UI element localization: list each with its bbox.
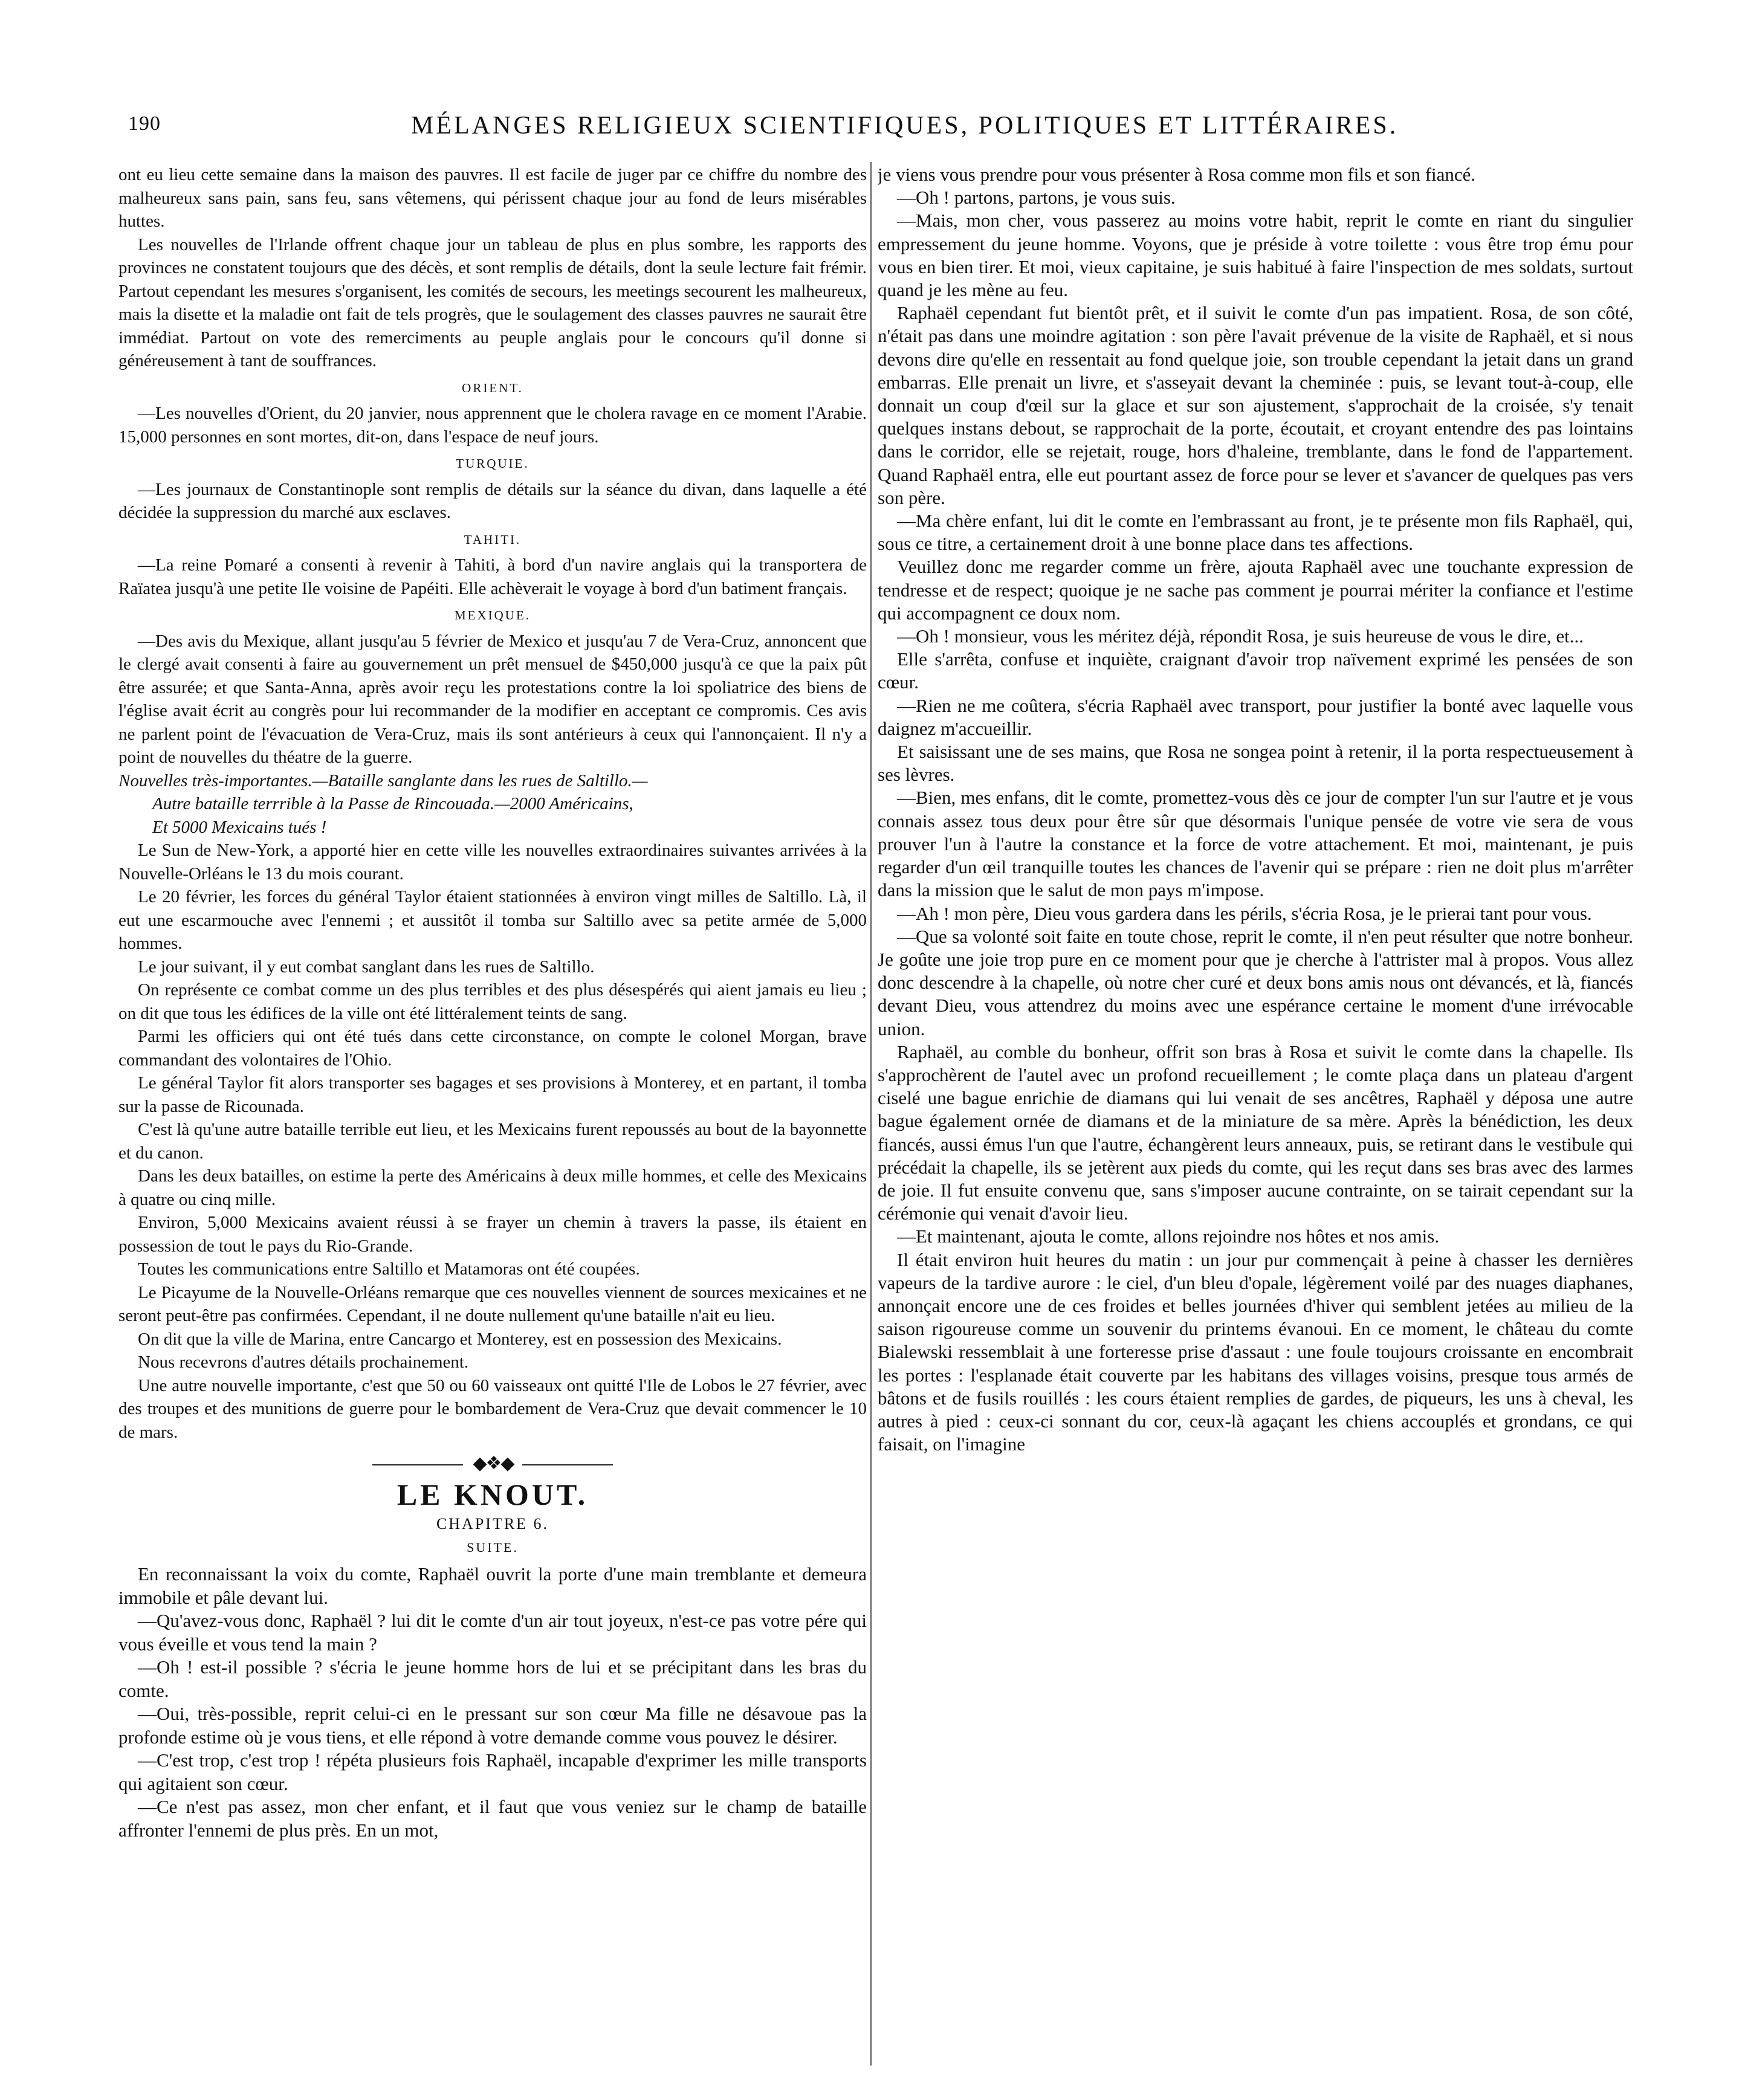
report-paragraph: C'est là qu'une autre bataille terrible eut lieu, et les Mexicains furent repoussés au bout de la bayonnette et du canon. (118, 1120, 867, 1163)
story-paragraph: —Et maintenant, ajouta le comte, allons rejoindre nos hôtes et nos amis. (897, 1226, 1440, 1247)
news-paragraph: ont eu lieu cette semaine dans la maison des pauvres. Il est facile de juger par ce chiffre du nombre des malheureux sans pain, sans feu, sans vêtemens, qui périssent chaque jour au fond de leurs misérables huttes. (118, 165, 867, 231)
story-paragraph: —Ah ! mon père, Dieu vous gardera dans les périls, s'écria Rosa, je le prierai tant pour vous. (897, 902, 1592, 924)
section-heading: TURQUIE. (456, 456, 529, 471)
report-paragraph: Le jour suivant, il y eut combat sanglant dans les rues de Saltillo. (138, 957, 595, 977)
story-paragraph: En reconnaissant la voix du comte, Raphaël ouvrit la porte d'une main tremblante et demeura immobile et pâle devant lui. (118, 1563, 867, 1608)
report-paragraph: On représente ce combat comme un des plus terribles et des plus désespérés qui aient jamais eu lieu ; on dit que tous les édifices de la ville ont été littéralement teints de sang. (118, 980, 867, 1023)
news-paragraph: —Des avis du Mexique, allant jusqu'au 5 février de Mexico et jusqu'au 7 de Vera-Cruz, annoncent que le clergé avait consenti à faire au gouvernement un prêt mensuel de $450,000 jusqu'à ce que la paix pût être assurée; et que Santa-Anna, après avoir reçu les protestations contre la loi spoliatrice des biens de l'église avait écrit au congrès pour lui recommander de la modifier en acceptant ce compromis. Ces avis ne parlent point de l'évacuation de Vera-Cruz, mais ils sont antérieurs à ceux qui l'annonçaient. Il n'y a point de nouvelles du théatre de la guerre. (118, 631, 867, 767)
report-paragraph: Environ, 5,000 Mexicains avaient réussi à se frayer un chemin à travers la passe, ils étaient en possession de tout le pays du Rio-Grande. (118, 1213, 867, 1256)
page-number: 190 (128, 112, 161, 135)
story-paragraph: —Que sa volonté soit faite en toute chose, reprit le comte, il n'en peut résulter que notre bonheur. Je goûte une joie trop pure en ce moment pour que je cherche à l'attrister mal à propos. Vous allez donc descendre à la chapelle, où notre cher curé et deux bons amis nous ont dévancés, et là, fiancés devant Dieu, vous attendrez du moins avec une espérance certaine le moment d'une irrévocable union. (878, 925, 1633, 1039)
story-paragraph: —Ce n'est pas assez, mon cher enfant, et il faut que vous veniez sur le champ de bataille affronter l'ennemi de plus près. En un mot, (118, 1796, 867, 1841)
news-paragraph: —La reine Pomaré a consenti à revenir à Tahiti, à bord d'un navire anglais qui la transportera de Raïatea jusqu'à une petite Ile voisine de Papéiti. Elle achèverait le voyage à bord d'un batiment français. (118, 555, 867, 598)
report-paragraph: Nous recevrons d'autres détails prochainement. (138, 1352, 469, 1372)
story-left (118, 1563, 867, 1842)
ornament-rule (522, 1464, 613, 1465)
section-heading: TAHITI. (464, 532, 522, 547)
running-title: MÉLANGES RELIGIEUX SCIENTIFIQUES, POLITIQUES ET LITTÉRAIRES. (411, 112, 1399, 140)
news-paragraph: —Les journaux de Constantinople sont remplis de détails sur la séance du divan, dans laquelle a été décidée la suppression du marché aux esclaves. (118, 479, 867, 522)
report-paragraph: Une autre nouvelle importante, c'est que 50 ou 60 vaisseaux ont quitté l'Ile de Lobos le 27 février, avec des troupes et des munitions de guerre pour le bombardement de Vera-Cruz que devait commencer le 10 de mars. (118, 1375, 867, 1442)
right-column (878, 163, 1633, 2067)
report-paragraph: Le Sun de New-York, a apporté hier en cette ville les nouvelles extraordinaires suivantes arrivées à la Nouvelle-Orléans le 13 du mois courant. (118, 841, 867, 884)
report-paragraph: Le général Taylor fit alors transporter ses bagages et ses provisions à Monterey, et en partant, il tomba sur la passe de Ricounada. (118, 1073, 867, 1116)
report-paragraph: Toutes les communications entre Saltillo et Matamoras ont été coupées. (138, 1259, 640, 1279)
report-paragraph: Le 20 février, les forces du général Taylor étaient stationnées à environ vingt milles de Saltillo. Là, il eut une escarmouche avec l'ennemi ; et aussitôt il tomba sur Saltillo avec sa petite armée de 5,000 hommes. (118, 887, 867, 953)
news-paragraph: Les nouvelles de l'Irlande offrent chaque jour un tableau de plus en plus sombre, les rapports des provinces ne constatent toujours que des décès, et sont remplis de détails, dont la seule lecture fait frémir. Partout cependant les mesures s'organisent, les comités de secours, les meetings secourent les malheureux, mais la disette et la maladie ont fait de tels progrès, que le soulagement des classes pauvres ne saurait être immédiat. Partout on vote des remerciments au peuple anglais pour le concours qu'il donne si généreusement à tant de souffrances. (118, 234, 867, 370)
story-paragraph: —Rien ne me coûtera, s'écria Raphaël avec transport, pour justifier la bonté avec laquelle vous daignez m'accueillir. (878, 694, 1633, 739)
left-column (118, 163, 867, 2067)
report-paragraph: On dit que la ville de Marina, entre Cancargo et Monterey, est en possession des Mexicains. (138, 1329, 782, 1349)
story-paragraph: —Oh ! monsieur, vous les méritez déjà, répondit Rosa, je suis heureuse de vous le dire, et... (897, 625, 1584, 647)
report-paragraph: Le Picayume de la Nouvelle-Orléans remarque que ces nouvelles viennent de sources mexicaines et ne seront peut-être pas confirmées. Cependant, il ne doute nullement qu'une bataille n'ait eu lieu. (118, 1282, 867, 1325)
story-paragraph: —Oh ! est-il possible ? s'écria le jeune homme hors de lui et se précipitant dans les bras du comte. (118, 1656, 867, 1701)
story-paragraph: Veuillez donc me regarder comme un frère, ajouta Raphaël avec une touchante expression de tendresse et de respect; quoique je ne sache pas comment je pourrai mériter la confiance et l'estime qui accompagnent ce doux nom. (878, 556, 1633, 624)
story-paragraph: —Oh ! partons, partons, je vous suis. (897, 187, 1176, 208)
story-paragraph: —Oui, très-possible, reprit celui-ci en le pressant sur son cœur Ma fille ne désavoue pas la profonde estime où je vous tiens, et elle répond à votre demande comme vous pouvez le désirer. (118, 1703, 867, 1748)
section-heading: MEXIQUE. (454, 608, 531, 622)
report-paragraph: Parmi les officiers qui ont été tués dans cette circonstance, on compte le colonel Morgan, brave commandant des volontaires de l'Ohio. (118, 1027, 867, 1070)
story-paragraph: je viens vous prendre pour vous présenter à Rosa comme mon fils et son fiancé. (878, 164, 1476, 185)
bulletin-headline (118, 769, 867, 839)
bulletin-line: Autre bataille terrrible à la Passe de Rincouada.—2000 Américains, (152, 794, 633, 813)
story-paragraph: Et saisissant une de ses mains, que Rosa ne songea point à retenir, il la porta respectueusement à ses lèvres. (878, 741, 1633, 786)
story-paragraph: —Bien, mes enfans, dit le comte, promettez-vous dès ce jour de compter l'un sur l'autre et je vous connais assez tous deux pour être sûr que désormais l'unique pensée de votre vie sera de vous prouver l'un à l'autre la constance et la force de votre attachement. Et moi, maintenant, je puis regarder d'un œil tranquille toutes les chances de l'avenir qui se prépare : rien ne doit plus m'arrêter dans la mission que le salut de mon pays m'impose. (878, 787, 1633, 901)
story-paragraph: —Mais, mon cher, vous passerez au moins votre habit, reprit le comte en riant du singulier empressement du jeune homme. Voyons, que je préside à votre toilette : vous être trop ému pour vous en bien tirer. Et moi, vieux capitaine, je suis habitué à faire l'inspection de mes soldats, surtout quand je les mène au feu. (878, 210, 1633, 301)
bulletin-line: Nouvelles très-importantes.—Bataille sanglante dans les rues de Saltillo.— (118, 771, 648, 790)
story-title: LE KNOUT. (397, 1478, 589, 1511)
ornament-rule (372, 1464, 463, 1465)
news-paragraph: —Les nouvelles d'Orient, du 20 janvier, nous apprennent que le cholera ravage en ce moment l'Arabie. 15,000 personnes en sont mortes, dit-on, dans l'espace de neuf jours. (118, 404, 867, 447)
story-paragraph: Il était environ huit heures du matin : un jour pur commençait à peine à chasser les dernières vapeurs de la tardive aurore : le ciel, d'un bleu d'opale, légèrement voilé par des nuages diaphanes, annonçait encore une de ces froides et belles journées d'hiver qui semblent jetées au milieu de la saison rigoureuse comme un souvenir du printems évanoui. En ce moment, le château du comte Bialewski ressemblait à une forteresse prise d'assaut : une foule toujours croissante en encombrait les portes : l'esplanade était couverte par les habitans des villages voisins, presque tous armés de bâtons et de fusils rouillés : les cours étaient remplies de gardes, de piqueurs, les uns à cheval, les autres à pied : ceux-ci sonnant du cor, ceux-là agaçant les chiens accouplés et grondans, ce qui faisait, on l'imagine (878, 1249, 1633, 1455)
report-paragraph: Dans les deux batailles, on estime la perte des Américains à deux mille hommes, et celle des Mexicains à quatre ou cinq mille. (118, 1166, 867, 1209)
ornament-divider (118, 1453, 867, 1474)
section-heading: ORIENT. (462, 380, 523, 395)
story-paragraph: —C'est trop, c'est trop ! répéta plusieurs fois Raphaël, incapable d'exprimer les mille transports qui agitaient son cœur. (118, 1749, 867, 1794)
column-divider (870, 162, 872, 2066)
story-suite: SUITE. (467, 1539, 519, 1555)
ornament-icon: ◆❖◆ (473, 1453, 514, 1473)
story-paragraph: Raphaël, au comble du bonheur, offrit son bras à Rosa et suivit le comte dans la chapelle. Ils s'approchèrent de l'autel avec un profond recueillement ; le comte plaça dans un plateau d'argent ciselé une bague enrichie de diamans qui lui venait de ses ancêtres, Raphaël y déposa une autre bague également ornée de diamans et de la miniature de sa mère. Après la bénédiction, les deux fiancés, aussi émus l'un que l'autre, échangèrent leurs anneaux, puis, se retirant dans le vestibule qui précédait la chapelle, ils se jetèrent aux pieds du comte, qui les reçut dans ses bras avec des larmes de joie. Il fut ensuite convenu que, sans s'imposer aucune contrainte, on se tairait cependant sur la cérémonie qui venait d'avoir lieu. (878, 1041, 1633, 1224)
story-paragraph: Elle s'arrêta, confuse et inquiète, craignant d'avoir trop naïvement exprimé les pensées de son cœur. (878, 648, 1633, 693)
bulletin-line: Et 5000 Mexicains tués ! (152, 817, 327, 837)
story-paragraph: Raphaël cependant fut bientôt prêt, et il suivit le comte d'un pas impatient. Rosa, de son côté, n'était pas dans une moindre agitation : son père l'avait prévenue de la visite de Raphaël, et si nous devons dire qu'elle en ressentait au fond quelque joie, son trouble cependant la jetait dans un grand embarras. Elle prenait un livre, et s'asseyait devant la cheminée : puis, se levant tout-à-coup, elle donnait un coup d'œil sur la glace et sur son ajustement, s'approchait de la croisée, s'y tenait quelques instans debout, se rapprochait de la porte, écoutait, et croyant entendre des pas lointains dans le corridor, elle se rejetait, rouge, hors d'haleine, tremblante, dans le fond de l'appartement. Quand Raphaël entra, elle eut pourtant assez de force pour se lever et s'avancer de quelques pas vers son père. (878, 302, 1633, 508)
story-paragraph: —Qu'avez-vous donc, Raphaël ? lui dit le comte d'un air tout joyeux, n'est-ce pas votre pére qui vous éveille et vous tend la main ? (118, 1610, 867, 1655)
story-chapter: CHAPITRE 6. (436, 1515, 549, 1533)
story-paragraph: —Ma chère enfant, lui dit le comte en l'embrassant au front, je te présente mon fils Raphaël, qui, sous ce titre, a certainement droit à une bonne place dans tes affections. (878, 510, 1633, 555)
